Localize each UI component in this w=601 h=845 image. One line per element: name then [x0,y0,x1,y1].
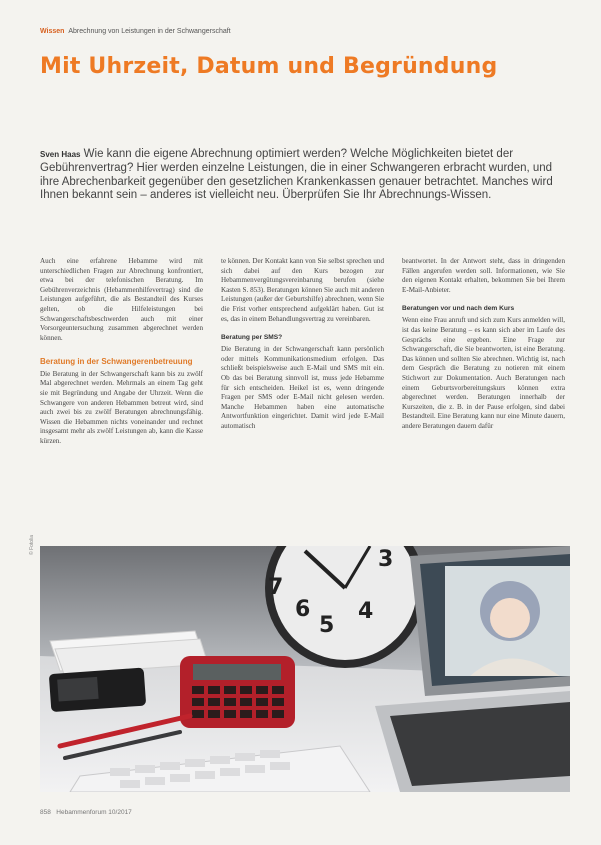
page-footer [40,809,132,816]
article-lead [40,148,560,203]
photo-credit: © Fotolia [29,534,35,555]
page-number: 858 [40,809,51,816]
paragraph: Die Beratung in der Schwangerschaft kann persönlich oder mittels Kommunikationsmedium erfolgen. Das schließt beispielsweise auch E-Mail und SMS mit ein. Ob das bei Beratung sinnvoll ist, muss jede Hebamme für sich entscheiden. Heikel ist es, wenn dringende Fragen per SMS oder E-Mail nicht gelesen werden. Manche Hebammen haben eine automatische Antwortfunktion eingerichtet. Damit wird jede E-Mail automatisch [221,345,384,430]
article-photo [40,546,570,792]
paragraph: Auch eine erfahrene Hebamme wird mit unterschiedlichen Fragen zur Abrechnung konfrontiert, etwa bei der telefonischen Beratung. Im Gebührenverzeichnis (Hebammenhilfevertrag) sind die Leistungen aufgeführt, die als Bestandteil des Kurses gelten, ob die Hilfeleistungen bei Schwangerschaftsbeschwerden auch mit einer Vorsorgeuntersuchung zusammen abgerechnet werden können. [40,257,203,342]
svg-text:5: 5 [319,613,335,638]
lead-text: Wie kann die eigene Abrechnung optimiert werden? Welche Möglichkeiten bietet der Gebührenvertrag? Hier werden einzelne Leistungen, die in einer Schwangeren erbracht wurden, und ihre Abrechenbarkeit gegenüber den gesetzlichen Krankenkassen genauer betrachtet. Manches wird Ihnen bekannt sein – anderes ist vielleicht neu. Überprüfen Sie Ihr Abrechnungs-Wissen. [40,148,553,202]
column-3 [402,257,565,432]
svg-text:4: 4 [358,599,374,624]
paragraph: beantwortet. In der Antwort steht, dass in dringenden Fällen angerufen werden soll. Informationen, wie Sie den eigenen Kontakt erhalten, bekommen Sie bei Ihrem E-Mail-Anbieter. [402,257,565,294]
journal-name: Hebammenforum 10/2017 [56,809,132,816]
svg-text:3: 3 [378,547,394,572]
paragraph: te können. Der Kontakt kann von Sie selbst sprechen und sich dabei auf den Kurs bezogen zur Hebammenvergütungsvereinbarung berufen (siehe Kasten S. 853). Beratungen können Sie auch mit anderen Leistungen (außer der Geburtshilfe) abrechnen, wenn Sie die Frist vorher entsprechend aufgeklärt haben. Gut ist es, das in einem Behandlungsvertrag zu vereinbaren. [221,257,384,323]
paragraph: Wenn eine Frau anruft und sich zum Kurs anmelden will, ist das keine Beratung – es kann sich aber im Laufe des Gesprächs eine ergeben. Eine Frage zur Schwangerschaft, die Sie beantworten, ist eine Beratung. Das können und sollten Sie abrechnen. Wichtig ist, nach dem Gespräch die Beratung zu notieren mit einem Stichwort zur Dokumentation. Auch Beratungen nach einem Geburtsvorbereitungskurs können extra abgerechnet werden. Beratungen innerhalb der Kurszeiten, die z. B. in der Pause erfolgen, sind dabei Bestandteil. Eine Beratung kann nur eine Minute dauern, andere Beratungen dauern dafür [402,316,565,430]
svg-text:6: 6 [295,597,311,622]
subheading: Beratung per SMS? [221,334,283,342]
calculator-image [180,656,295,728]
section-label: Wissen [40,28,65,35]
desk-scene-image [40,546,570,792]
svg-text:7: 7 [268,575,284,600]
subheading: Beratung in der Schwangerenbetreuung [40,357,193,367]
kicker [40,28,231,35]
section-topic: Abrechnung von Leistungen in der Schwangerschaft [68,28,231,35]
subheading: Beratungen vor und nach dem Kurs [402,305,515,313]
column-1 [40,257,203,447]
paragraph: Die Beratung in der Schwangerschaft kann bis zu zwölf Mal abgerechnet werden. Mehrmals an einem Tag geht sie mit Begründung und Angabe der Uhrzeit. Wenn die Schwangere von anderen Hebammen betreut wird, sind auch zwei bis zu zwölf Beratungen abrechnungsfähig. Wissen die Hebammen nichts voneinander und rechnet insgesamt mehr als zwölf Leistungen ab, kann die Kasse kürzen. [40,369,203,445]
article-title: Mit Uhrzeit, Datum und Begründung [40,54,498,79]
column-2 [221,257,384,432]
author-name: Sven Haas [40,150,81,159]
